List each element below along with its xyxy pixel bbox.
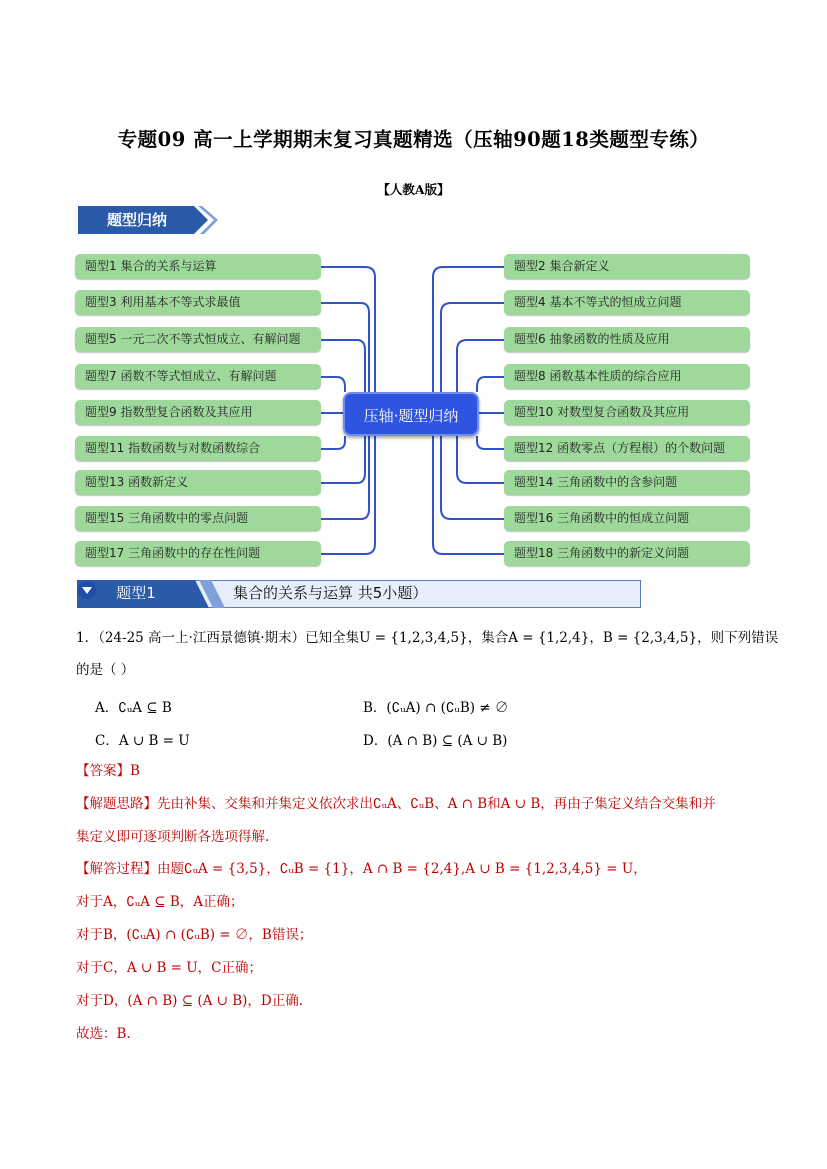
mindmap-item-right: 题型16 三角函数中的恒成立问题 [504, 506, 750, 531]
mindmap-item-left: 题型15 三角函数中的零点问题 [75, 506, 321, 531]
mindmap-item-left: 题型7 函数不等式恒成立、有解问题 [75, 364, 321, 389]
mindmap-item-left: 题型5 一元二次不等式恒成立、有解问题 [75, 327, 321, 352]
section-title: 集合的关系与运算 共5小题） [233, 584, 428, 602]
option-a: A．∁ᵤA ⊆ B [95, 700, 172, 716]
mindmap-item-left: 题型11 指数函数与对数函数综合 [75, 436, 321, 461]
summary-tag [78, 206, 206, 236]
mindmap-item-right: 题型8 函数基本性质的综合应用 [504, 364, 750, 389]
mindmap-item-right: 题型2 集合新定义 [504, 254, 750, 279]
mindmap-item-left: 题型9 指数型复合函数及其应用 [75, 400, 321, 425]
question-stem-line1: 1．（24-25 高一上·江西景德镇·期末）已知全集U = {1,2,3,4,5}，集合A = {1,2,4}，B = {2,3,4,5}，则下列错误 [76, 630, 779, 646]
solution-idea-line2: 集定义即可逐项判断各选项得解. [76, 829, 270, 845]
mindmap [75, 250, 751, 570]
mindmap-item-right: 题型18 三角函数中的新定义问题 [504, 541, 750, 566]
summary-tag-label: 题型归纳 [106, 211, 167, 229]
section-header [77, 580, 641, 608]
mindmap-item-right: 题型4 基本不等式的恒成立问题 [504, 290, 750, 315]
mindmap-item-right: 题型14 三角函数中的含参问题 [504, 470, 750, 495]
mindmap-item-right: 题型12 函数零点（方程根）的个数问题 [504, 436, 750, 461]
edition-label: 【人教A版】 [377, 182, 450, 197]
solution-step-d: 对于D，(A ∩ B) ⊆ (A ∪ B)，D正确. [76, 993, 304, 1009]
mindmap-item-left: 题型3 利用基本不等式求最值 [75, 290, 321, 315]
mindmap-item-right: 题型6 抽象函数的性质及应用 [504, 327, 750, 352]
solution-step-b: 对于B，(∁ᵤA) ∩ (∁ᵤB) = ∅，B错误； [76, 927, 313, 943]
answer-line: 【答案】B [76, 763, 140, 779]
option-b: B．(∁ᵤA) ∩ (∁ᵤB) ≠ ∅ [363, 700, 509, 716]
mindmap-item-left: 题型17 三角函数中的存在性问题 [75, 541, 321, 566]
mindmap-item-left: 题型1 集合的关系与运算 [75, 254, 321, 279]
option-c: C．A ∪ B = U [95, 733, 190, 749]
section-label: 题型1 [116, 584, 156, 602]
option-d: D．(A ∩ B) ⊆ (A ∪ B) [363, 733, 508, 749]
document-title: 专题09 高一上学期期末复习真题精选（压轴90题18类题型专练） [117, 128, 710, 151]
collapse-toggle-icon[interactable] [77, 580, 97, 600]
question-stem-line2: 的是（ ） [76, 662, 135, 678]
solution-process-line: 【解答过程】由题∁ᵤA = {3,5}，∁ᵤB = {1}，A ∩ B = {2,4},A ∪ B = {1,2,3,4,5} = U， [76, 861, 647, 877]
mindmap-item-left: 题型13 函数新定义 [75, 470, 321, 495]
solution-step-c: 对于C，A ∪ B = U，C正确； [76, 960, 262, 976]
mindmap-center-node: 压轴·题型归纳 [343, 392, 479, 436]
solution-step-a: 对于A，∁ᵤA ⊆ B，A正确； [76, 894, 244, 910]
mindmap-item-right: 题型10 对数型复合函数及其应用 [504, 400, 750, 425]
solution-final: 故选：B. [76, 1026, 131, 1042]
solution-idea-line1: 【解题思路】先由补集、交集和并集定义依次求出∁ᵤA、∁ᵤB、A ∩ B和A ∪ B，再由子集定义结合交集和并 [76, 796, 716, 812]
